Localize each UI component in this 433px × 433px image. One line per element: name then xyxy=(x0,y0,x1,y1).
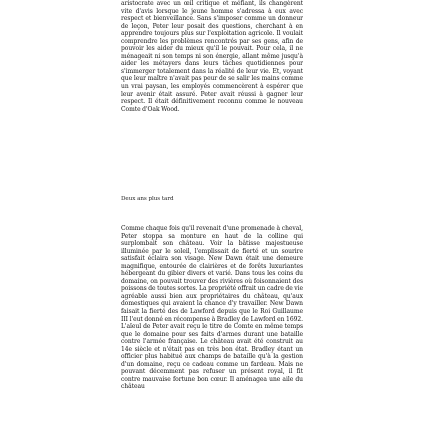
paragraph-1: aristocrate avec un œil critique et méfiant, ils changèrent vite d'avis lorsque le jeune homme s'adressa à eux avec respect et bienveillance. Sans s'imposer comme un donneur de leçon, Peter leur posait des questions, cherchant à en apprendre toujours plus sur l'exploitation agricole. Il voulait comprendre les problèmes rencontrés par ses gens, afin de pouvoir les aider du mieux qu'il le pouvait. Pour cela, il ne ménageait ni son temps ni son énergie, allant même jusqu'à aider les métayers dans leurs tâches quotidiennes pour s'immerger totalement dans la réalité de leur vie. Et, voyant que leur maître n'avait pas peur de se salir les mains comme un vrai paysan, les employés commencèrent à espérer que leur avenir était assuré. Peter avait réussi à gagner leur respect. Il était définitivement reconnu comme le nouveau Comte d'Oak Wood. xyxy=(121,0,303,113)
section-heading: Deux ans plus tard xyxy=(121,196,174,202)
paragraph-2: Comme chaque fois qu'il revenait d'une promenade à cheval, Peter stoppa sa monture en haut de la colline qui surplombait son château. Voir la bâtisse majestueuse illuminée par le soleil, l'emplissait de fierté et un sourire satisfait éclaira son visage. New Dawn était une demeure magnifique, entourée de clairières et de forêts luxuriantes hébergeant du gibier divers et varié. Dans tous les coins du domaine, on pouvait trouver des rivières où foisonnaient des poissons de toutes sortes. La propriété offrait un cadre de vie agréable aussi bien aux propriétaires du château, qu'aux domestiques qui avaient la chance d'y travailler. New Dawn faisait la fierté des de Lawford depuis que le Roi Guillaume III l'eut donné en récompense à Bradley de Lawford en 1692. L'aïeul de Peter avait reçu le titre de Comte en même temps que le domaine pour ses faits d'armes durant une bataille contre l'armée française. Le château avait été construit au 14e siècle et n'était pas en très bon état. Bradley étant un officier plus habitué aux champs de bataille qu'à la gestion d'un domaine, reçu ce cadeau comme un fardeau. Mais ne pouvant décemment pas refuser un présent royal, il fit contre mauvaise fortune bon cœur. Il aménagea une aile du château xyxy=(121,225,303,391)
